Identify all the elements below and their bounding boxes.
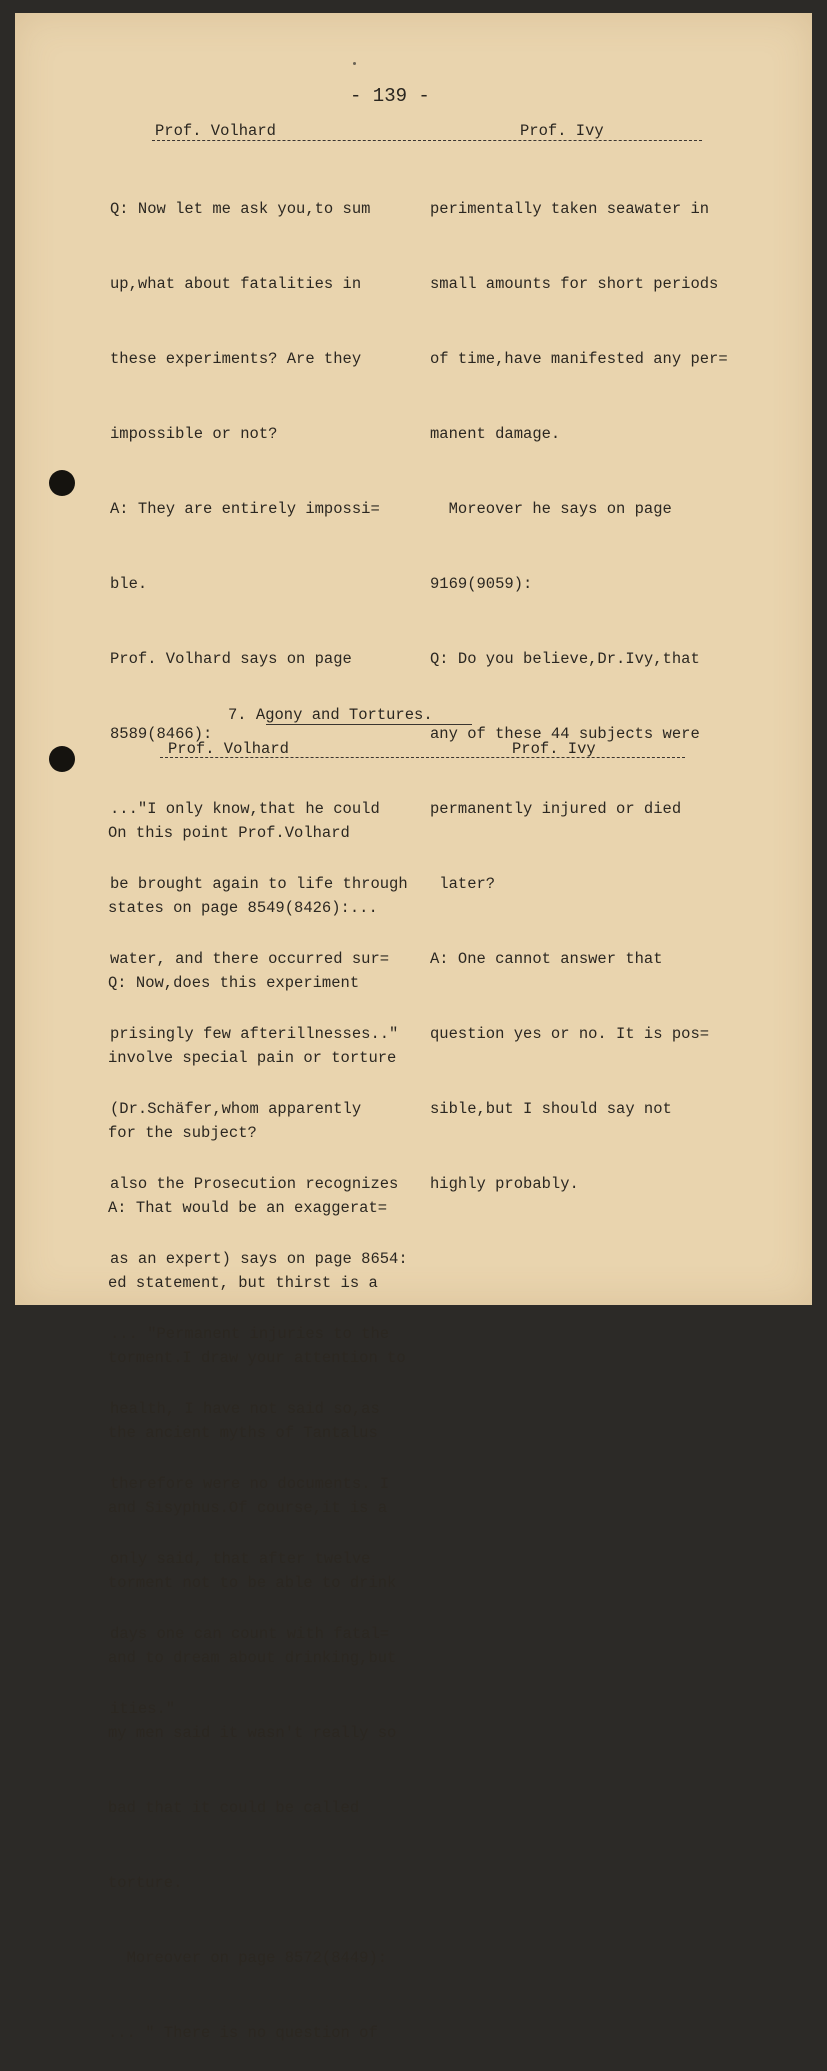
- text-line: sible,but I should say not: [430, 1100, 672, 1118]
- text-line: A: They are entirely impossi=: [110, 500, 380, 518]
- header-right-prof-ivy: Prof. Ivy: [520, 122, 604, 140]
- left-column-volhard-2: [108, 771, 406, 2071]
- text-line: the ancient myths of Tantalus: [108, 1424, 378, 1442]
- text-line: these experiments? Are they: [110, 350, 362, 368]
- text-line: Q: Now,does this experiment: [108, 974, 360, 992]
- page-number: - 139 -: [350, 85, 430, 107]
- text-line: A: That would be an exaggerat=: [108, 1199, 388, 1217]
- text-line: Q: Do you believe,Dr.Ivy,that: [430, 650, 700, 668]
- text-line: involve special pain or torture: [108, 1049, 397, 1067]
- text-line: of time,have manifested any per=: [430, 350, 728, 368]
- text-line: states on page 8549(8426):...: [108, 899, 378, 917]
- text-line: permanently injured or died: [430, 800, 682, 818]
- text-line: Prof. Volhard says on page: [110, 650, 352, 668]
- text-line: question yes or no. It is pos=: [430, 1025, 710, 1043]
- right-column-ivy-1: [430, 147, 728, 1222]
- text-line: Moreover on page 8572(8449):: [108, 1949, 388, 1967]
- section-title: 7. Agony and Tortures.: [228, 706, 433, 724]
- text-line: ble.: [110, 575, 148, 593]
- header-rule-2: [160, 757, 685, 758]
- text-line: ... " There is no question of: [108, 2024, 378, 2042]
- text-line: ..."I only know,that he could: [110, 800, 380, 818]
- header-rule: [152, 140, 702, 141]
- header-right-prof-ivy-2: Prof. Ivy: [512, 740, 596, 758]
- text-line: for the subject?: [108, 1124, 257, 1142]
- text-line: 9169(9059):: [430, 575, 533, 593]
- text-line: 8589(8466):: [110, 725, 213, 743]
- text-line: days one can count with fatal=: [110, 1625, 390, 1643]
- text-line: (Dr.Schäfer,whom apparently: [110, 1100, 362, 1118]
- text-line: torture.: [108, 1874, 183, 1892]
- text-line: perimentally taken seawater in: [430, 200, 710, 218]
- text-line: On this point Prof.Volhard: [108, 824, 350, 842]
- text-line: as an expert) says on page 8654:: [110, 1250, 408, 1268]
- text-line: up,what about fatalities in: [110, 275, 362, 293]
- text-line: Moreover he says on page: [430, 500, 672, 518]
- section-title-underline: [266, 724, 472, 725]
- punch-hole-bottom: [49, 746, 75, 772]
- text-line: any of these 44 subjects were: [430, 725, 700, 743]
- text-line: my men said it wasn't really so: [108, 1724, 397, 1742]
- header-left-prof-volhard-2: Prof. Volhard: [168, 740, 289, 758]
- text-line: bad that it could be called: [108, 1799, 360, 1817]
- text-line: ... "Permanent injuries to the: [110, 1325, 390, 1343]
- text-line: and Sisyphus.Of course,it is a: [108, 1499, 388, 1517]
- text-line: Q: Now let me ask you,to sum: [110, 200, 371, 218]
- text-line: therefore were no documents. I: [110, 1475, 390, 1493]
- text-line: health, I have not said so,as: [110, 1400, 380, 1418]
- text-line: small amounts for short periods: [430, 275, 719, 293]
- text-line: ities.": [110, 1700, 176, 1718]
- header-left-prof-volhard: Prof. Volhard: [155, 122, 276, 140]
- text-line: be brought again to life through: [110, 875, 408, 893]
- text-line: and to dream about drinking,but: [108, 1649, 397, 1667]
- text-line: A: One cannot answer that: [430, 950, 663, 968]
- text-line: manent damage.: [430, 425, 561, 443]
- punch-hole-top: [49, 470, 75, 496]
- text-line: ed statement, but thirst is a: [108, 1274, 378, 1292]
- text-line: only said, that after twelve: [110, 1550, 371, 1568]
- text-line: later?: [430, 875, 496, 893]
- text-line: impossible or not?: [110, 425, 278, 443]
- text-line: torment not to be able to drink: [108, 1574, 397, 1592]
- text-line: water, and there occurred sur=: [110, 950, 390, 968]
- text-line: prisingly few afterillnesses..": [110, 1025, 399, 1043]
- pencil-mark: [353, 62, 356, 65]
- text-line: torment.I draw your attention to: [108, 1349, 406, 1367]
- text-line: also the Prosecution recognizes: [110, 1175, 399, 1193]
- text-line: highly probably.: [430, 1175, 579, 1193]
